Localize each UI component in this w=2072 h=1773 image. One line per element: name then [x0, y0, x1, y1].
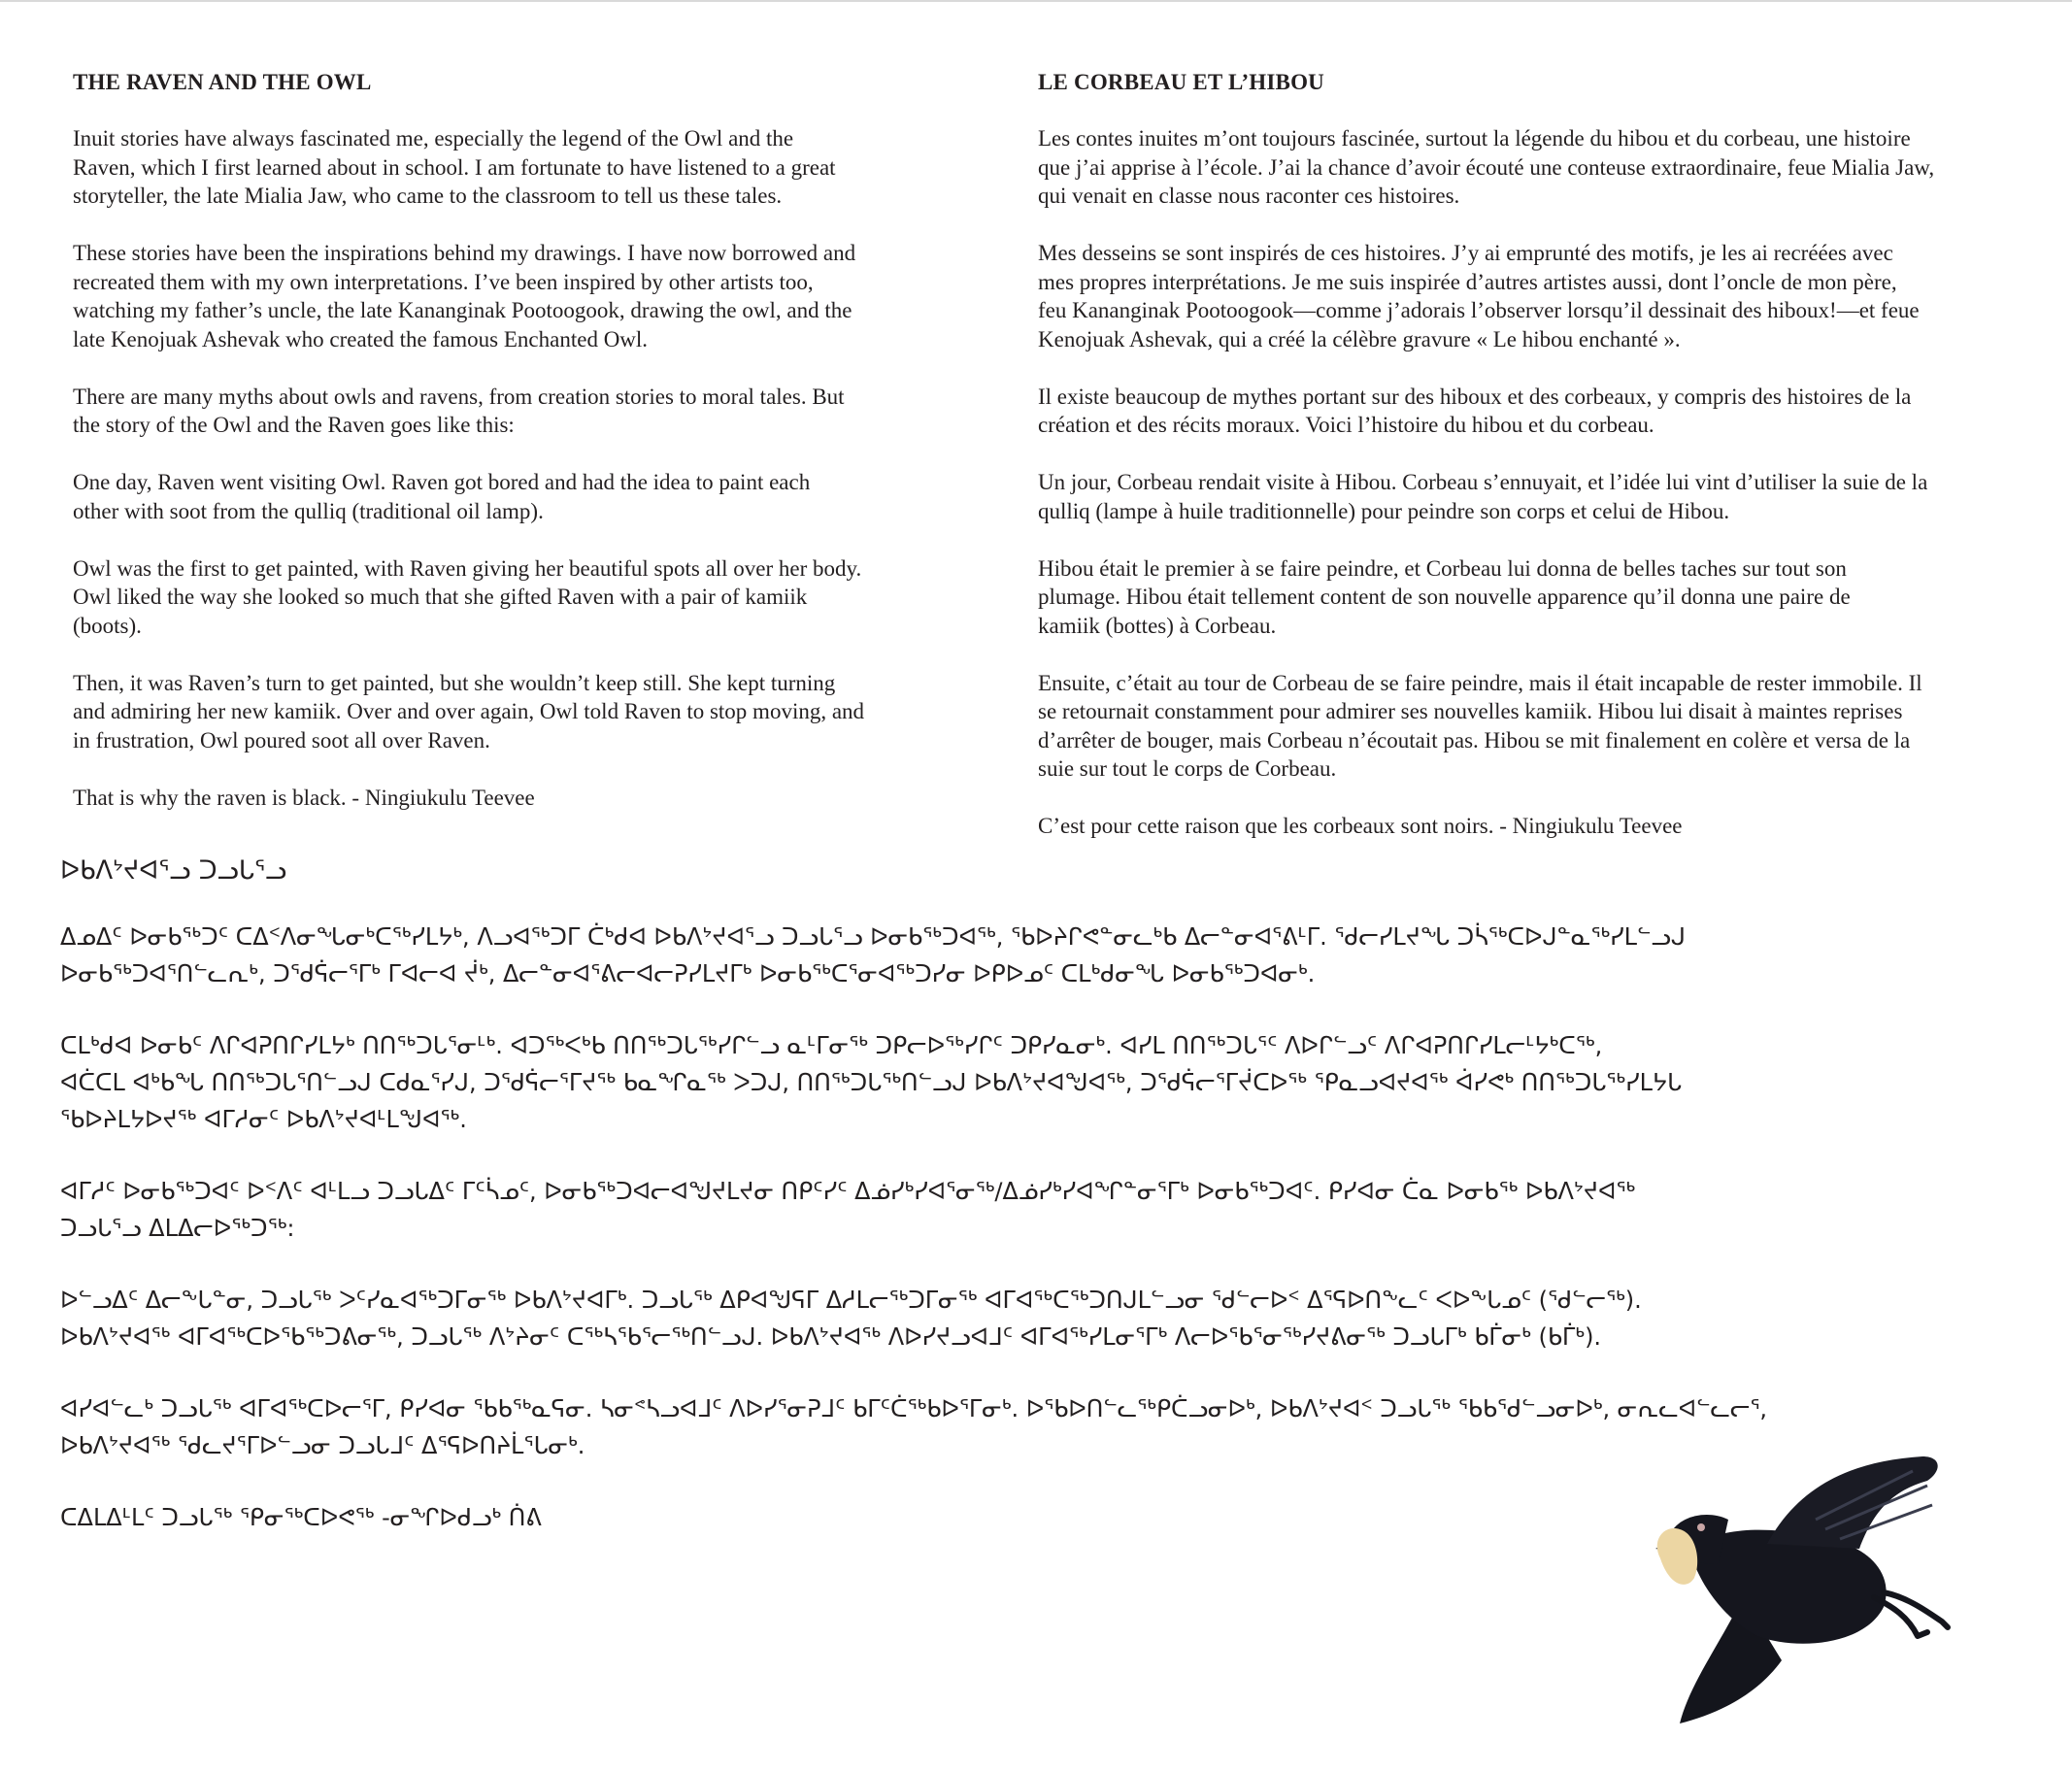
english-paragraph-2: These stories have been the inspirations behind my drawings. I have now borrowed and recreated them with my own interpretations. I’ve been inspired by other artists too, watching my father’s uncle, the late Kananginak Pootoogook, drawing the owl, and the late Kenojuak Ashevak who created the famous Enchanted Owl. [73, 241, 856, 351]
french-paragraph-3: Il existe beaucoup de mythes portant sur des hiboux et des corbeaux, y compris des histoires de la création et des récits moraux. Voici l’histoire du hibou et du corbeau. [1038, 384, 1912, 437]
inuktitut-paragraph-5: ᐊᓯᐊᓪᓚᒃ ᑐᓗᒐᖅ ᐊᒥᐊᖅᑕᐅᓕᕐᒥ, ᑭᓯᐊᓂ ᖃᑲᖅᓇᕋᓂ. ᓴᓂᕝᓴᓗᐊᒧᑦ ᐱᐅᓯᕐᓂᕈᒧᑦ ᑲᒥᑦᑖᖅᑲᐅᕐᒥᓂᒃ. ᐅᖃᐅᑎᓪᓚᖅᑭᑖᓗᓂᐅᒃ, ᐅᑲᐱᔾᔪᐊᑉ ᑐᓗᒐᖅ ᖃᑲᖁᓪᓗᓂᐅᒃ, ᓂᕆᓚᐊᓪᓚᓕᕐ, ᐅᑲᐱᔾᔪᐊᖅ ᖁᓚᔪᕐᒥᐅᓪᓗᓂ ᑐᓗᒐᒧᑦ ᐃᕐᕋᐅᑎᔨᒫᕐᒐᓂᒃ. [60, 1395, 1768, 1459]
inuktitut-paragraph-3: ᐊᒥᓱᑦ ᐅᓂᑲᖅᑐᐊᑦ ᐅᑉᐱᑦ ᐊᒻᒪᓗ ᑐᓗᒐᐃᑦ ᒥᑦᓵᓄᑦ, ᐅᓂᑲᖅᑐᐊᓕᐊᖑᔪᒪᔪᓂ ᑎᑭᑦᓯᑦ ᐃᓅᓯᒃᓯᐊᕐᓂᖅ/ᐃᓅᓯᒃᓯᐊᖏᓐᓂᕐᒥᒃ ᐅᓂᑲᖅᑐᐊᑦ. ᑭᓯᐊᓂ ᑖᓇ ᐅᓂᑲᖅ ᐅᑲᐱᔾᔪᐊᖅ ᑐᓗᒐᕐᓗ ᐃᒪᐃᓕᐅᖅᑐᖅ: [60, 1178, 1636, 1242]
english-paragraph-3: There are many myths about owls and ravens, from creation stories to moral tales. But the story of the Owl and the Raven goes like this: [73, 384, 845, 437]
english-paragraph-5: Owl was the first to get painted, with Raven giving her beautiful spots all over her body. Owl liked the way she looked so much that she gifted Raven with a pair of kamiik (boots). [73, 555, 862, 638]
english-paragraph-6: Then, it was Raven’s turn to get painted, but she wouldn’t keep still. She kept turning and admiring her new kamiik. Over and over again, Owl told Raven to stop moving, and in frustration, Owl poured soot all over Raven. [73, 670, 865, 753]
raven-illustration [1651, 1452, 1971, 1743]
french-paragraph-4: Un jour, Corbeau rendait visite à Hibou. Corbeau s’ennuyait, et l’idée lui vint d’utiliser la suie de la qulliq (lampe à huile traditionnelle) pour peindre son corps et celui de Hibou. [1038, 470, 1928, 523]
french-paragraph-5: Hibou était le premier à se faire peindre, et Corbeau lui donna de belles taches sur tout son plumage. Hibou était tellement content de son nouvelle apparence qu’il donna une paire de kamiik (bottes) à Corbeau. [1038, 555, 1851, 638]
english-signature: That is why the raven is black. - Ningiukulu Teevee [73, 785, 535, 810]
raven-eye [1697, 1523, 1705, 1531]
inuktitut-signature: ᑕᐃᒪᐃᒻᒪᑦ ᑐᓗᒐᖅ ᕿᓂᖅᑕᐅᕙᖅ -ᓂᖏᐅᑯᓗᒃ ᑏᕕ [60, 1504, 542, 1531]
english-column [73, 68, 966, 841]
inuktitut-paragraph-1: ᐃᓄᐃᑦ ᐅᓂᑲᖅᑐᑦ ᑕᐃᑉᐱᓂᖓᓂᒃᑕᖅᓯᒪᔭᒃ, ᐱᓗᐊᖅᑐᒥ ᑖᒃᑯᐊ ᐅᑲᐱᔾᔪᐊᕐᓗ ᑐᓗᒐᕐᓗ ᐅᓂᑲᖅᑐᐊᖅ, ᖃᐅᔨᒋᕙᓐᓂᓚᒃᑲ ᐃᓕᓐᓂᐊᕐᕕᒻᒥ. ᖁᓕᓯᒪᔪᖓ ᑐᓵᖅᑕᐅᒍᓐᓇᖅᓯᒪᓪᓗᒍ ᐅᓂᑲᖅᑐᐊᕐᑎᓪᓚᕆᒃ, ᑐᖁᕌᓕᕐᒥᒃ ᒥᐊᓕᐊ ᔫᒃ, ᐃᓕᓐᓂᐊᕐᕕᓕᐊᓕᕈᓯᒪᔪᒥᒃ ᐅᓂᑲᖅᑕᕐᓂᐊᖅᑐᓯᓂ ᐅᑭᐅᓄᑦ ᑕᒪᒃᑯᓂᖓ ᐅᓂᑲᖅᑐᐊᓂᒃ. [60, 923, 1686, 987]
french-paragraph-6: Ensuite, c’était au tour de Corbeau de se faire peindre, mais il était incapable de rester immobile. Il se retournait constamment pour admirer ses nouvelles kamiik. Hibou lui disait à maintes reprises d’arrêter de bouger, mais Corbeau n’écoutait pas. Hibou se mit finalement en colère et versa de la suie sur tout le corps de Corbeau. [1038, 670, 1922, 781]
top-divider [0, 0, 2072, 2]
french-paragraph-2: Mes desseins se sont inspirés de ces histoires. J’y ai emprunté des motifs, je les ai recréées avec mes propres interprétations. Je me suis inspirée d’autres artistes aussi, dont l’oncle de mon père, feu Kananginak Pootoogook—comme j’adorais l’observer lorsqu’il dessinait des hiboux!—et feue Kenojuak Ashevak, qui a créé la célèbre gravure « Le hibou enchanté ». [1038, 241, 1920, 351]
english-heading: THE RAVEN AND THE OWL [73, 70, 372, 94]
french-heading: LE CORBEAU ET L’HIBOU [1038, 70, 1324, 94]
inuktitut-paragraph-2: ᑕᒪᒃᑯᐊ ᐅᓂᑲᑦ ᐱᒋᐊᕈᑎᒋᓯᒪᔭᒃ ᑎᑎᖅᑐᒐᕐᓂᒻᒃ. ᐊᑐᖅᐸᒃᑲ ᑎᑎᖅᑐᒐᖅᓯᒋᓪᓗ ᓇᒻᒥᓂᖅ ᑐᑭᓕᐅᖅᓯᒋᑦ ᑐᑭᓯᓇᓂᒃ. ᐊᓯᒪ ᑎᑎᖅᑐᒐᕐᑦ ᐱᐅᒋᓪᓗᑦ ᐱᒋᐊᕈᑎᒋᓯᒪᓕᒻᔭᒃᑕᖅ, ᐊᑖᑕᒪ ᐊᒃᑲᖓ ᑎᑎᖅᑐᒐᕐᑎᓪᓗᒍ ᑕᑯᓇᕐᓯᒍ, ᑐᖁᕌᓕᕐᒥᔪᖅ ᑲᓇᖏᓇᖅ ᐳᑐᒍ, ᑎᑎᖅᑐᒐᖅᑎᓪᓗᒍ ᐅᑲᐱᔾᔪᐊᖑᐊᕐᒃ, ᑐᖁᕌᓕᕐᒥᔫᑕᐅᖅ ᕿᓇᓗᐊᔪᐊᖅ ᐋᓯᕙᒃ ᑎᑎᖅᑐᒐᖅᓯᒪᔭᒐ ᖃᐅᔨᒪᔭᐅᔪᖅ ᐊᒥᓱᓂᑦ ᐅᑲᐱᔾᔪᐊᒻᒪᖑᐊᖅ. [60, 1032, 1683, 1133]
french-signature: C’est pour cette raison que les corbeaux sont noirs. - Ningiukulu Teevee [1038, 814, 1683, 838]
english-paragraph-4: One day, Raven went visiting Owl. Raven got bored and had the idea to paint each other with soot from the qulliq (traditional oil lamp). [73, 470, 811, 523]
french-paragraph-1: Les contes inuites m’ont toujours fascinée, surtout la légende du hibou et du corbeau, une histoire que j’ai apprise à l’école. J’ai la chance d’avoir écouté une conteuse extraordinaire, feue Mialia Jaw, qui venait en classe nous raconter ces histoires. [1038, 126, 1935, 208]
french-column [1038, 68, 2009, 869]
inuktitut-heading: ᐅᑲᐱᔾᔪᐊᕐᓗ ᑐᓗᒐᕐᓗ [60, 856, 287, 886]
english-paragraph-1: Inuit stories have always fascinated me, especially the legend of the Owl and the Raven, which I first learned about in school. I am fortunate to have listened to a great storyteller, the late Mialia Jaw, who came to the classroom to tell us these tales. [73, 126, 836, 208]
inuktitut-paragraph-4: ᐅᓪᓗᐃᑦ ᐃᓕᖕᒐᓐᓂ, ᑐᓗᒐᖅ ᐳᑦᓯᓇᐊᖅᑐᒥᓂᖅ ᐅᑲᐱᔾᔪᐊᒥᒃ. ᑐᓗᒐᖅ ᐃᑭᐊᖑᕋᒥ ᐃᓱᒪᓕᖅᑐᒥᓂᖅ ᐊᒥᐊᖅᑕᖅᑐᑎᒍᒪᓪᓗᓂ ᖁᓪᓕᐅᑉ ᐃᕐᕋᐅᑎᖕᓚᑦ ᐸᐅᖕᒐᓄᑦ (ᖁᓪᓕᖅ). ᐅᑲᐱᔾᔪᐊᖅ ᐊᒥᐊᖅᑕᐅᖃᖅᑐᕕᓂᖅ, ᑐᓗᒐᖅ ᐱᔾᔨᓂᑦ ᑕᖅᓴᖃᕐᓕᖅᑎᓪᓗᒍ. ᐅᑲᐱᔾᔪᐊᖅ ᐱᐅᓯᔪᓗᐊᒧᑦ ᐊᒥᐊᖅᓯᒪᓂᕐᒥᒃ ᐱᓕᐅᖃᕐᓂᖅᓯᔪᕕᓂᖅ ᑐᓗᒐᒥᒃ ᑲᒦᓂᒃ (ᑲᒦᒃ). [60, 1287, 1642, 1351]
